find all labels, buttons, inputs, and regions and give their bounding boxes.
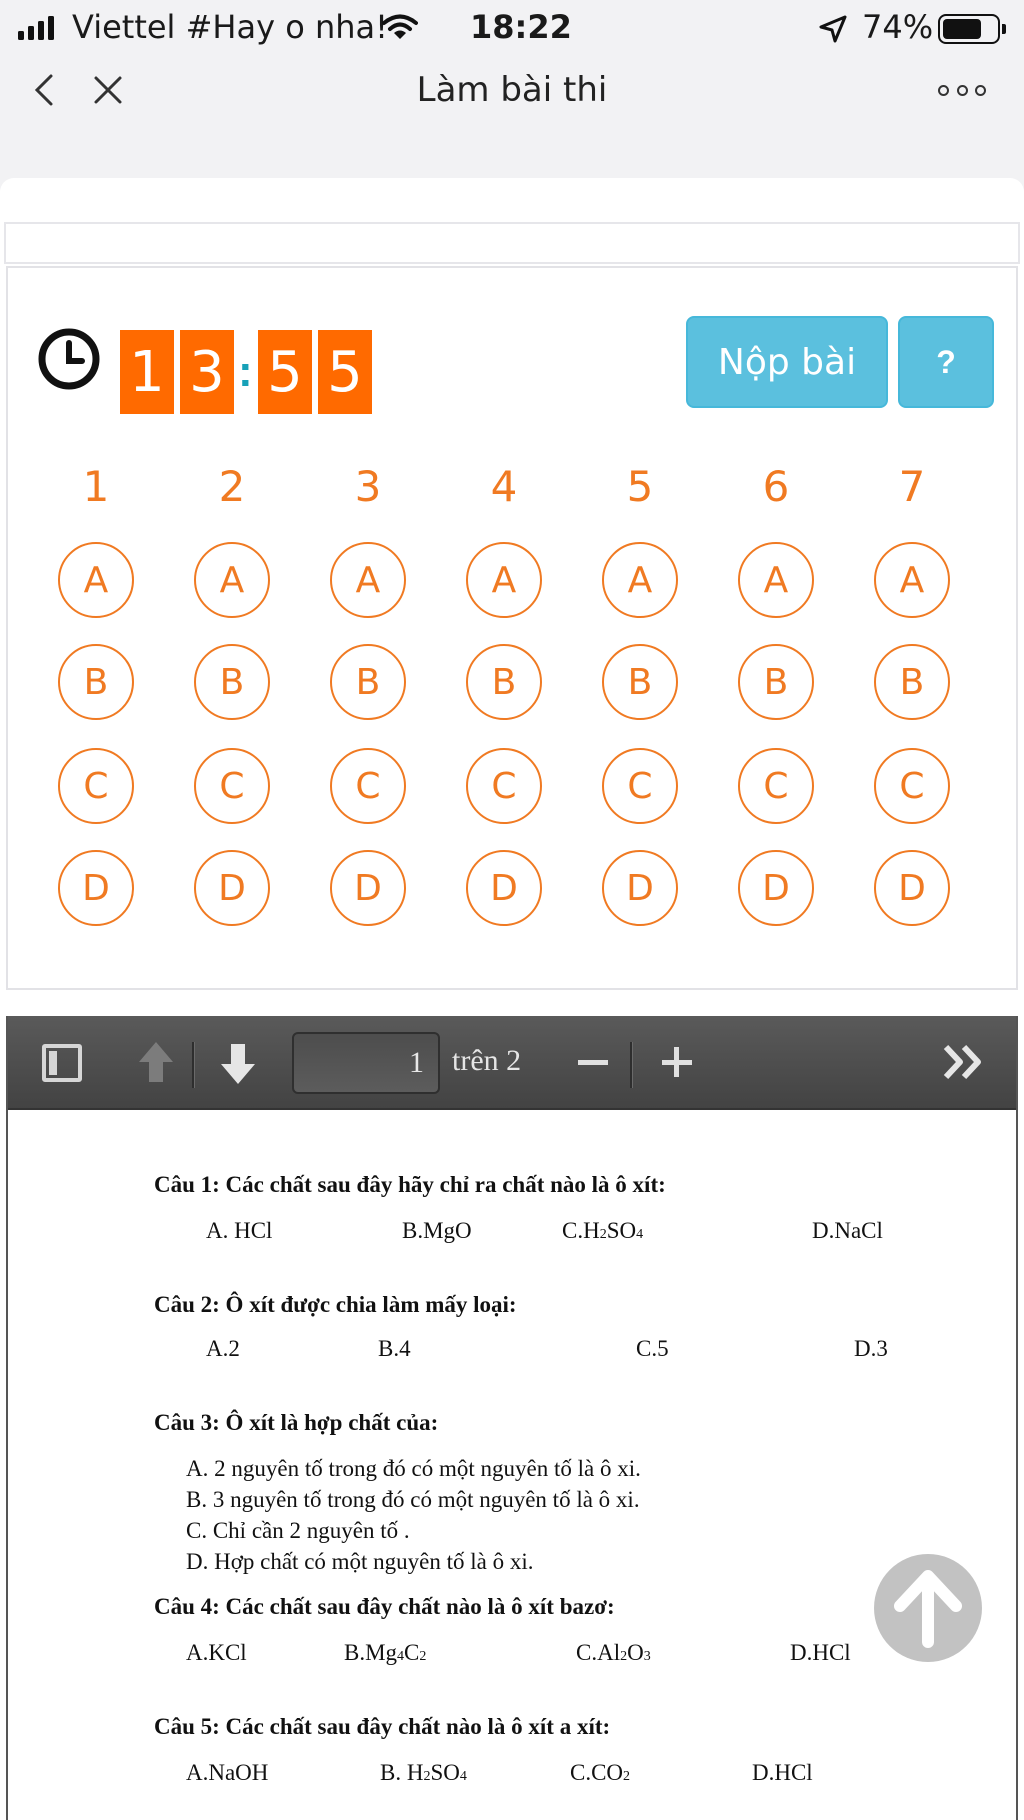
sidebar-toggle-icon[interactable]	[42, 1044, 82, 1082]
answer-option: B.MgO	[402, 1218, 472, 1243]
pdf-document	[8, 1112, 1016, 1820]
battery-level-fill	[943, 19, 981, 39]
question-title: Câu 5: Các chất sau đây chất nào là ô xít a xít:	[154, 1714, 611, 1739]
toolbar-separator	[630, 1042, 632, 1088]
more-icon	[938, 85, 949, 96]
option-a-bubble[interactable]: A	[330, 542, 406, 618]
option-d-bubble[interactable]: D	[874, 850, 950, 926]
answer-option: C.Al2O3	[576, 1640, 651, 1665]
option-b-bubble[interactable]: B	[58, 644, 134, 720]
content-area	[0, 178, 1024, 1820]
wifi-icon	[382, 14, 418, 47]
answer-option: B.Mg4C2	[344, 1640, 427, 1665]
timer-digit: 3	[180, 330, 234, 414]
submit-button[interactable]: Nộp bài	[686, 316, 888, 408]
question-title: Câu 3: Ô xít là hợp chất của:	[154, 1410, 439, 1435]
option-c-bubble[interactable]: C	[330, 748, 406, 824]
answer-option: A. HCl	[206, 1218, 273, 1243]
option-c-bubble[interactable]: C	[738, 748, 814, 824]
option-d-bubble[interactable]: D	[330, 850, 406, 926]
countdown-timer	[120, 330, 378, 414]
option-d-bubble[interactable]: D	[58, 850, 134, 926]
option-a-bubble[interactable]: A	[602, 542, 678, 618]
timer-digit: 1	[120, 330, 174, 414]
question-number: 6	[762, 462, 790, 511]
location-icon	[818, 14, 848, 49]
battery-percent: 74%	[862, 8, 934, 46]
help-button[interactable]: ?	[898, 316, 994, 408]
battery-icon	[938, 14, 1000, 44]
signal-icon	[18, 16, 54, 40]
page-title: Làm bài thi	[416, 70, 608, 110]
option-a-bubble[interactable]: A	[194, 542, 270, 618]
zoom-in-icon[interactable]	[662, 1046, 696, 1080]
page-number-input[interactable]: 1	[292, 1032, 440, 1094]
option-c-bubble[interactable]: C	[194, 748, 270, 824]
toolbar-separator	[192, 1042, 194, 1088]
option-b-bubble[interactable]: B	[874, 644, 950, 720]
answer-option: C.H2SO4	[562, 1218, 644, 1243]
question-number: 4	[490, 462, 518, 511]
question-number: 5	[626, 462, 654, 511]
answer-option: D.HCl	[790, 1640, 851, 1665]
option-b-bubble[interactable]: B	[602, 644, 678, 720]
option-b-bubble[interactable]: B	[738, 644, 814, 720]
answer-option: C.CO2	[570, 1760, 631, 1785]
question-number: 2	[218, 462, 246, 511]
zoom-out-icon[interactable]	[578, 1060, 608, 1065]
question-number: 1	[82, 462, 110, 511]
option-b-bubble[interactable]: B	[466, 644, 542, 720]
answer-panel	[6, 266, 1018, 990]
top-strip	[4, 222, 1020, 264]
question-number: 3	[354, 462, 382, 511]
answer-option: A.KCl	[186, 1640, 247, 1665]
answer-option: B. 3 nguyên tố trong đó có một nguyên tố là ô xi.	[186, 1487, 640, 1512]
clock-icon	[36, 326, 102, 397]
answer-option: A.2	[206, 1336, 240, 1361]
answer-option: D.HCl	[752, 1760, 813, 1785]
answer-option: D.3	[854, 1336, 888, 1361]
scroll-top-button[interactable]	[874, 1554, 982, 1662]
answer-option: B. H2SO4	[380, 1760, 467, 1785]
option-d-bubble[interactable]: D	[738, 850, 814, 926]
pdf-toolbar	[8, 1016, 1016, 1110]
option-d-bubble[interactable]: D	[466, 850, 542, 926]
option-c-bubble[interactable]: C	[466, 748, 542, 824]
clock-time: 18:22	[470, 8, 572, 46]
double-chevron-icon[interactable]	[942, 1042, 986, 1087]
option-c-bubble[interactable]: C	[58, 748, 134, 824]
option-a-bubble[interactable]: A	[738, 542, 814, 618]
option-b-bubble[interactable]: B	[194, 644, 270, 720]
answer-option: A. 2 nguyên tố trong đó có một nguyên tố là ô xi.	[186, 1456, 641, 1481]
option-c-bubble[interactable]: C	[602, 748, 678, 824]
answer-option: B.4	[378, 1336, 411, 1361]
carrier-name: Viettel #Hay o nha!	[72, 8, 388, 46]
timer-digit: 5	[258, 330, 312, 414]
question-title: Câu 2: Ô xít được chia làm mấy loại:	[154, 1292, 517, 1317]
answer-option: D.NaCl	[812, 1218, 883, 1243]
answer-option: C. Chỉ cần 2 nguyên tố .	[186, 1518, 410, 1543]
answer-option: A.NaOH	[186, 1760, 269, 1785]
answer-option: D. Hợp chất có một nguyên tố là ô xi.	[186, 1549, 534, 1574]
question-number: 7	[898, 462, 926, 511]
option-b-bubble[interactable]: B	[330, 644, 406, 720]
option-a-bubble[interactable]: A	[466, 542, 542, 618]
option-a-bubble[interactable]: A	[874, 542, 950, 618]
option-d-bubble[interactable]: D	[194, 850, 270, 926]
page-count: trên 2	[452, 1044, 522, 1077]
next-page-icon[interactable]	[218, 1038, 258, 1093]
nav-bar	[0, 58, 1024, 178]
option-a-bubble[interactable]: A	[58, 542, 134, 618]
prev-page-icon[interactable]	[136, 1038, 176, 1093]
answer-option: C.5	[636, 1336, 669, 1361]
status-bar	[0, 0, 1024, 58]
pdf-viewer	[6, 1016, 1018, 1820]
timer-colon: :	[238, 347, 253, 396]
more-button[interactable]	[938, 78, 986, 102]
option-c-bubble[interactable]: C	[874, 748, 950, 824]
timer-digit: 5	[318, 330, 372, 414]
question-title: Câu 4: Các chất sau đây chất nào là ô xít bazơ:	[154, 1594, 615, 1619]
option-d-bubble[interactable]: D	[602, 850, 678, 926]
arrow-up-icon	[892, 1568, 964, 1648]
question-title: Câu 1: Các chất sau đây hãy chỉ ra chất nào là ô xít:	[154, 1172, 666, 1197]
